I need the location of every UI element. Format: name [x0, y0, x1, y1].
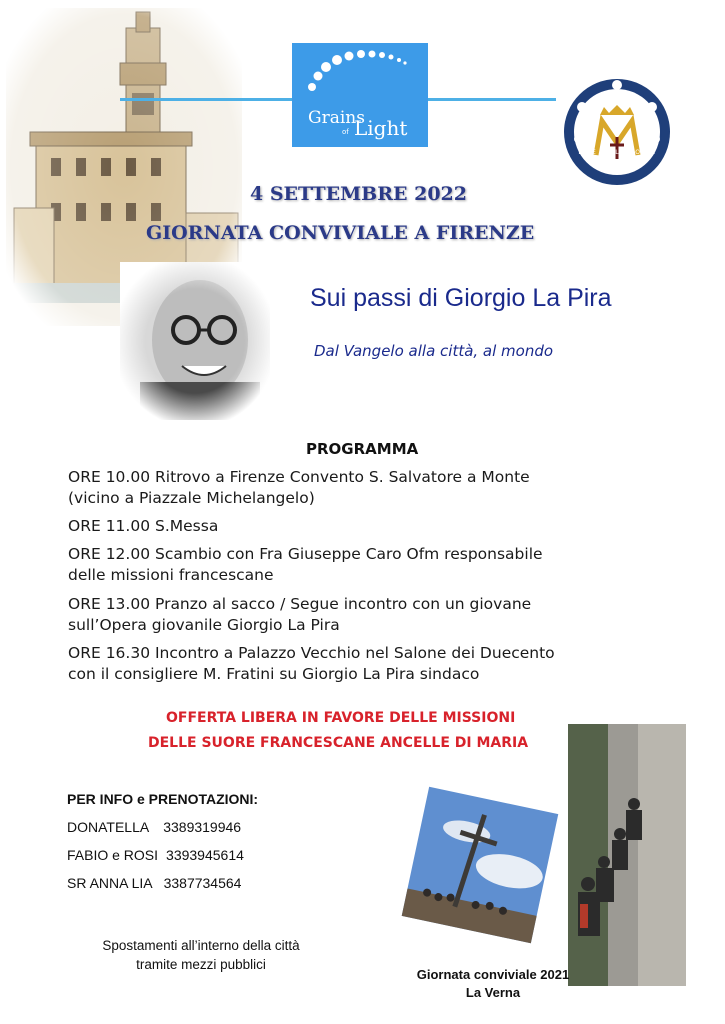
la-verna-cross-photo	[400, 785, 560, 945]
contact-phone[interactable]: 3389319946	[163, 819, 242, 835]
event-date: 4 SETTEMBRE 2022	[250, 183, 467, 205]
info-title: PER INFO e PRENOTAZIONI:	[67, 791, 259, 807]
seal-inscription: ECCE ANCILLA DOMINI	[578, 149, 656, 156]
programme-item-line: (vicino a Piazzale Michelangelo)	[68, 489, 315, 507]
la-verna-group-photo	[568, 724, 686, 986]
programme-item-line: sull’Opera giovanile Giorgio La Pira	[68, 616, 340, 634]
giorgio-la-pira-portrait	[120, 262, 270, 420]
programme-item	[68, 643, 658, 685]
programme-item-line: delle missioni francescane	[68, 566, 274, 584]
contact-name: SR ANNA LIA	[67, 875, 153, 891]
programme-item-line: ORE 10.00 Ritrovo a Firenze Convento S. Salvatore a Monte	[68, 468, 530, 486]
programme-item-line: ORE 11.00 S.Messa	[68, 517, 219, 535]
programme-item-line: ORE 12.00 Scambio con Fra Giuseppe Caro Ofm responsabile	[68, 545, 543, 563]
programme-title: PROGRAMMA	[306, 440, 419, 458]
programme-item	[68, 544, 658, 586]
logo-word-light: Light	[354, 116, 408, 140]
programme-item-line: ORE 16.30 Incontro a Palazzo Vecchio nel Salone dei Duecento	[68, 644, 555, 662]
contact-name: FABIO e ROSI	[67, 847, 159, 863]
transport-line: tramite mezzi pubblici	[136, 957, 266, 972]
light-dots-icon	[292, 43, 428, 103]
transport-line: Spostamenti all’interno della città	[102, 938, 300, 953]
contact-row	[67, 819, 241, 835]
programme-item-line: ORE 13.00 Pranzo al sacco / Segue incontro con un giovane	[68, 595, 532, 613]
offer-line-1: OFFERTA LIBERA IN FAVORE DELLE MISSIONI	[166, 710, 516, 726]
contact-phone[interactable]: 3387734564	[163, 875, 242, 891]
caption-line: Giornata conviviale 2021	[416, 967, 570, 982]
contact-phone[interactable]: 3393945614	[166, 847, 244, 863]
contact-row	[67, 847, 244, 863]
event-tagline: Sui passi di Giorgio La Pira	[310, 284, 612, 312]
programme-item	[68, 516, 658, 537]
ancilla-domini-seal-icon	[562, 77, 672, 187]
programme-item-line: con il consigliere M. Fratini su Giorgio La Pira sindaco	[68, 665, 480, 683]
transport-note	[56, 936, 346, 974]
photo-caption	[388, 966, 598, 1002]
contact-row	[67, 875, 241, 891]
logo-word-grains: Grains	[308, 108, 365, 128]
programme-item	[68, 467, 658, 509]
event-title: GIORNATA CONVIVIALE A FIRENZE	[146, 222, 535, 244]
event-motto: Dal Vangelo alla città, al mondo	[314, 342, 554, 360]
offer-line-2: DELLE SUORE FRANCESCANE ANCELLE DI MARIA	[148, 735, 529, 751]
caption-line: La Verna	[465, 985, 521, 1000]
logo-word-of: of	[342, 128, 349, 136]
programme-item	[68, 594, 658, 636]
contact-name: DONATELLA	[67, 819, 150, 835]
